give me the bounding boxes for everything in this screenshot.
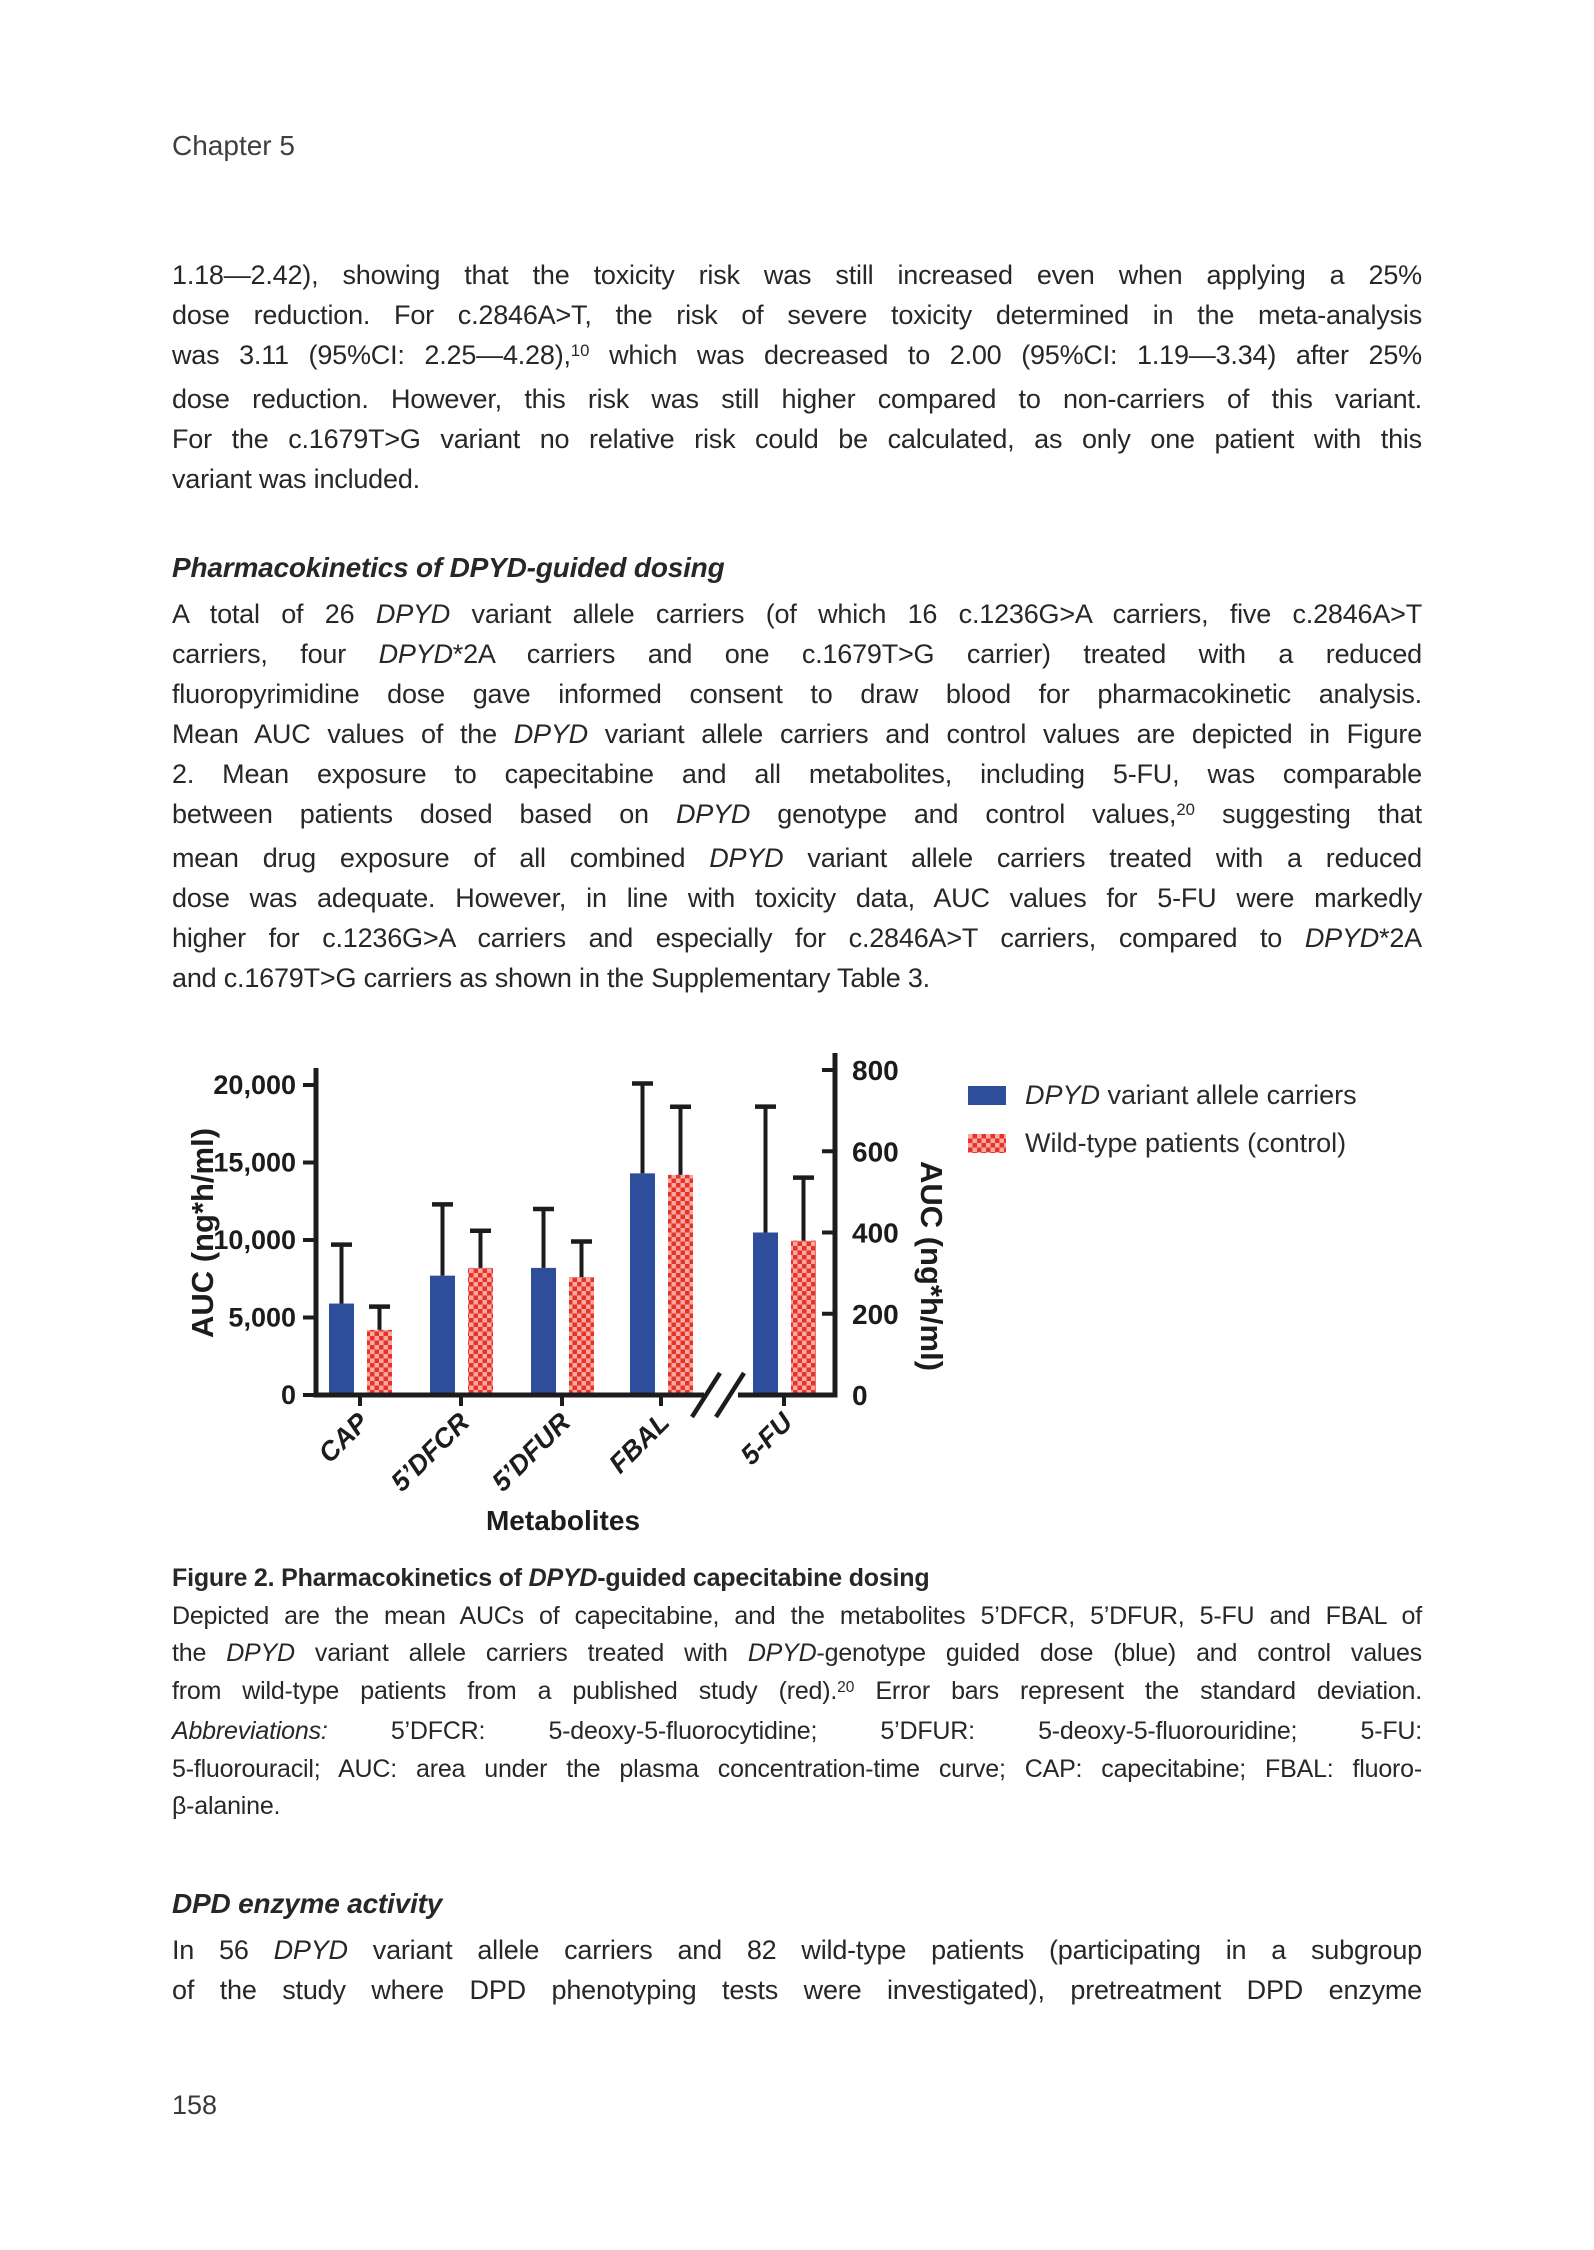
svg-text:5-FU: 5-FU [734, 1407, 799, 1471]
svg-text:200: 200 [852, 1298, 899, 1330]
svg-text:0: 0 [852, 1380, 868, 1411]
figure-caption-title: Figure 2. Pharmacokinetics of DPYD-guided capecitabine dosing [172, 1564, 930, 1592]
svg-text:600: 600 [852, 1136, 899, 1168]
chart-legend [968, 1080, 1357, 1176]
text-line: and c.1679T>G carriers as shown in the Supplementary Table 3. [172, 963, 930, 993]
svg-text:0: 0 [280, 1380, 296, 1410]
text-line: Depicted are the mean AUCs of capecitabine, and the metabolites 5’DFCR, 5’DFUR, 5-FU and FBAL of [172, 1601, 1422, 1630]
svg-text:15,000: 15,000 [213, 1147, 296, 1178]
legend-label: DPYD variant allele carriers [1025, 1080, 1357, 1110]
text-line: dose reduction. However, this risk was still higher compared to non-carriers of this variant. [172, 384, 1422, 414]
svg-text:5,000: 5,000 [228, 1302, 296, 1333]
text-line: For the c.1679T>G variant no relative risk could be calculated, as only one patient with this [172, 424, 1422, 454]
svg-text:AUC (ng*h/ml): AUC (ng*h/ml) [914, 1160, 949, 1372]
svg-text:5’DFCR: 5’DFCR [385, 1407, 476, 1498]
text-line: fluoropyrimidine dose gave informed consent to draw blood for pharmacokinetic analysis. [172, 679, 1422, 709]
text-line: dose reduction. For c.2846A>T, the risk of severe toxicity determined in the meta-analysis [172, 300, 1422, 330]
svg-text:20,000: 20,000 [213, 1070, 296, 1100]
text-line: Mean AUC values of the DPYD variant allele carriers and control values are depicted in Figure [172, 719, 1423, 749]
text-line: Abbreviations: 5’DFCR: 5-deoxy-5-fluorocytidine; 5’DFUR: 5-deoxy-5-fluorouridine; 5-FU: [172, 1717, 1422, 1745]
paragraph-dpd-enzyme [172, 1930, 1422, 2010]
text-line: higher for c.1236G>A carriers and especially for c.2846A>T carriers, compared to DPYD*2A [172, 923, 1422, 953]
section-heading-dpd-enzyme: DPD enzyme activity [172, 1888, 443, 1919]
text-line: between patients dosed based on DPYD genotype and control values,$^{20}$ suggesting that [172, 799, 1422, 829]
section-heading-pharmacokinetics: Pharmacokinetics of DPYD-guided dosing [172, 552, 725, 583]
text-line: of the study where DPD phenotyping tests were investigated), pretreatment DPD enzyme [172, 1975, 1422, 2005]
svg-text:10,000: 10,000 [213, 1225, 296, 1255]
text-line: β-alanine. [172, 1792, 281, 1820]
svg-text:400: 400 [852, 1217, 899, 1249]
svg-text:CAP: CAP [312, 1407, 375, 1469]
svg-text:800: 800 [852, 1055, 899, 1086]
bar-chart-svg [172, 1048, 980, 1593]
legend-swatch-blue-solid [968, 1086, 1006, 1105]
text-line: variant was included. [172, 464, 420, 494]
paragraph-toxicity-risk [172, 255, 1422, 499]
text-line: A total of 26 DPYD variant allele carriers (of which 16 c.1236G>A carriers, five c.2846A>T [172, 599, 1423, 629]
text-line: carriers, four DPYD*2A carriers and one c.1679T>G carrier) treated with a reduced [172, 639, 1422, 669]
figure-caption [172, 1560, 1422, 1826]
svg-text:AUC (ng*h/ml): AUC (ng*h/ml) [185, 1127, 220, 1339]
legend-swatch-red-checker [968, 1134, 1006, 1153]
svg-text:FBAL: FBAL [603, 1407, 676, 1480]
legend-item-wild-type [968, 1128, 1357, 1159]
text-line: the DPYD variant allele carriers treated with DPYD-genotype guided dose (blue) and control values [172, 1639, 1422, 1667]
text-line: 1.18—2.42), showing that the toxicity risk was still increased even when applying a 25% [172, 260, 1422, 290]
text-line: 5-fluorouracil; AUC: area under the plasma concentration-time curve; CAP: capecitabine; FBAL: fluoro- [172, 1754, 1422, 1783]
text-line: from wild-type patients from a published study (red).$^{20}$ Error bars represent the standard deviation. [172, 1676, 1422, 1705]
text-line: In 56 DPYD variant allele carriers and 82 wild-type patients (participating in a subgroup [172, 1935, 1422, 1965]
figure-2 [172, 1048, 1422, 1588]
text-line: mean drug exposure of all combined DPYD variant allele carriers treated with a reduced [172, 843, 1422, 873]
legend-label: Wild-type patients (control) [1025, 1128, 1347, 1158]
page-number: 158 [172, 2090, 218, 2120]
svg-text:5’DFUR: 5’DFUR [486, 1407, 577, 1498]
paragraph-pharmacokinetics [172, 594, 1422, 998]
legend-item-dpyd-carriers [968, 1080, 1357, 1111]
figure-caption-body [172, 1598, 1422, 1826]
svg-text:Metabolites: Metabolites [485, 1505, 641, 1536]
chapter-header: Chapter 5 [172, 130, 295, 161]
text-line: was 3.11 (95%CI: 2.25—4.28),$^{10}$ which was decreased to 2.00 (95%CI: 1.19—3.34) after 25% [172, 340, 1422, 370]
text-line: 2. Mean exposure to capecitabine and all metabolites, including 5-FU, was comparable [172, 759, 1422, 789]
text-line: dose was adequate. However, in line with toxicity data, AUC values for 5-FU were markedly [172, 883, 1422, 913]
